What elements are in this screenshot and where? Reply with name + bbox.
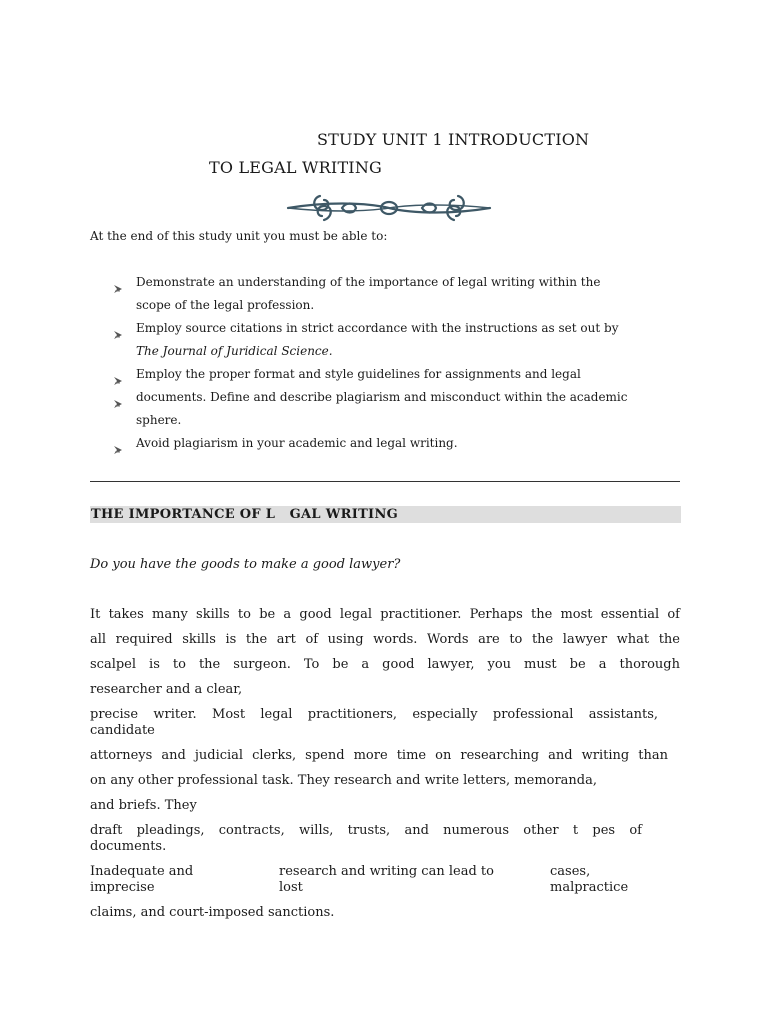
- bullet-icon: [113, 325, 123, 335]
- column-1-line-1: Inadequate and: [90, 864, 194, 879]
- paragraph-line: scalpel is to the surgeon. To be a good lawyer, you must be a thorough: [90, 657, 680, 672]
- closing-line: claims, and court-imposed sanctions.: [90, 905, 335, 920]
- paragraph-line: attorneys and judicial clerks, spend more time on researching and writing than: [90, 748, 668, 763]
- bullet-icon: [113, 279, 123, 289]
- intro-text: At the end of this study unit you must be able to:: [90, 229, 388, 243]
- title-line-1: STUDY UNIT 1 INTRODUCTION: [317, 130, 590, 149]
- paragraph-line: and briefs. They: [90, 798, 197, 813]
- outcome-item: documents. Define and describe plagiarism and misconduct within the academic: [136, 390, 628, 404]
- paragraph-line: draft pleadings, contracts, wills, trusts, and numerous other t pes of: [90, 823, 642, 838]
- paragraph-line: on any other professional task. They research and write letters, memoranda,: [90, 773, 598, 788]
- scroll-flourish-icon: [284, 188, 494, 228]
- section-question: Do you have the goods to make a good lawyer?: [90, 557, 401, 572]
- paragraph-line: precise writer. Most legal practitioners, especially professional assistants,: [90, 707, 658, 722]
- paragraph-line: It takes many skills to be a good legal practitioner. Perhaps the most essential of: [90, 607, 680, 622]
- outcome-item: Demonstrate an understanding of the importance of legal writing within the: [136, 275, 601, 289]
- outcome-item: Employ source citations in strict accordance with the instructions as set out by: [136, 321, 619, 335]
- paragraph-line: all required skills is the art of using words. Words are to the lawyer what the: [90, 632, 680, 647]
- bullet-icon: [113, 371, 123, 381]
- paragraph-line: documents.: [90, 839, 167, 854]
- outcome-item-cont: scope of the legal profession.: [136, 298, 315, 312]
- outcome-item: Employ the proper format and style guidelines for assignments and legal: [136, 367, 581, 381]
- column-3-line-2: malpractice: [550, 880, 629, 895]
- journal-title: The Journal of Juridical Science.: [136, 344, 333, 358]
- section-divider: [90, 481, 680, 482]
- paragraph-line: researcher and a clear,: [90, 682, 243, 697]
- outcome-item: Avoid plagiarism in your academic and legal writing.: [136, 436, 458, 450]
- bullet-icon: [113, 394, 123, 404]
- column-2-line-2: lost: [279, 880, 303, 895]
- paragraph-line: candidate: [90, 723, 155, 738]
- section-heading: THE IMPORTANCE OF L GAL WRITING: [91, 507, 399, 522]
- column-2-line-1: research and writing can lead to: [279, 864, 494, 879]
- outcome-item-cont: sphere.: [136, 413, 182, 427]
- column-3-line-1: cases,: [550, 864, 591, 879]
- column-1-line-2: imprecise: [90, 880, 155, 895]
- title-line-2: TO LEGAL WRITING: [209, 158, 383, 177]
- bullet-icon: [113, 440, 123, 450]
